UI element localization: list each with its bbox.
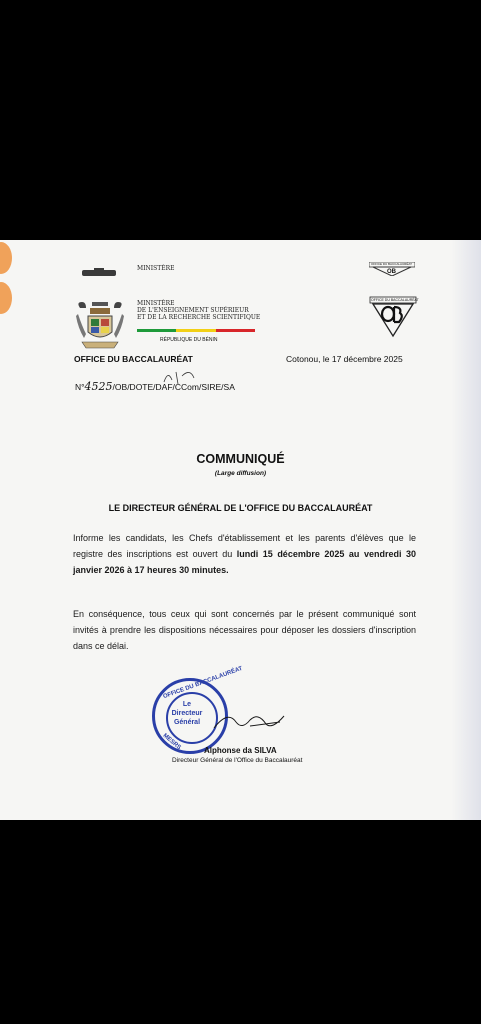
stamp-center-line2: Directeur — [171, 710, 203, 717]
coat-of-arms-small — [80, 264, 118, 273]
ministry-line1: MINISTÈRE — [137, 300, 175, 307]
reference-suffix: /OB/DOTE/DAF/CCom/SIRE/SA — [112, 382, 235, 392]
ob-emblem-icon — [369, 296, 417, 338]
orange-object — [0, 282, 12, 314]
republic-label: RÉPUBLIQUE DU BÉNIN — [160, 337, 218, 343]
paragraph-registration — [73, 530, 416, 578]
office-name: OFFICE DU BACCALAURÉAT — [74, 354, 193, 364]
registration-dates: lundi 15 décembre 2025 au vendredi 30 janvier 2026 à 17 heures 30 minutes. — [73, 549, 416, 575]
reference-handwritten-number: 4525 — [84, 380, 113, 393]
communique-subtitle: (Large diffusion) — [214, 470, 267, 477]
stamp-center-line3: Général — [173, 719, 201, 726]
ob-emblem-text-small: OFFICE DU BACCALAURÉAT — [371, 262, 412, 266]
stamp-ring-top: OFFICE DU BACCALAURÉAT — [162, 665, 244, 701]
reference-prefix: N° — [75, 382, 85, 392]
flag-bar — [137, 329, 255, 332]
issuer-heading: LE DIRECTEUR GÉNÉRAL DE L'OFFICE DU BACCALAURÉAT — [108, 503, 373, 513]
ministry-line3: ET DE LA RECHERCHE SCIENTIFIQUE — [137, 314, 261, 321]
ministry-short: MINISTÈRE — [137, 265, 175, 272]
page-shadow — [451, 240, 481, 820]
ministry-line2: DE L'ENSEIGNEMENT SUPÉRIEUR — [137, 307, 249, 314]
document-page — [0, 240, 481, 820]
orange-object — [0, 242, 12, 274]
paragraph-registration-text: Informe les candidats, les Chefs d'établissement et les parents d'élèves que le registre des inscriptions est ouvert du — [73, 533, 416, 559]
ob-emblem-text: OFFICE DU BACCALAURÉAT — [371, 298, 419, 302]
communique-title: COMMUNIQUÉ — [196, 452, 285, 466]
handwritten-signature — [210, 708, 290, 734]
signatory-title: Directeur Général de l'Office du Baccalauréat — [172, 757, 303, 764]
signatory-name: Alphonse da SILVA — [204, 746, 277, 755]
paragraph-consequence: En conséquence, tous ceux qui sont concernés par le présent communiqué sont invités à prendre les dispositions nécessaires pour déposer les dossiers d'inscription dans ce délai. — [73, 609, 416, 651]
stamp-ring-bottom: MESRS — [161, 732, 182, 752]
coat-of-arms-icon — [74, 300, 126, 350]
place-date: Cotonou, le 17 décembre 2025 — [286, 354, 403, 364]
reference-number — [75, 380, 235, 393]
handwritten-scribble — [160, 366, 200, 388]
stamp-center-line1: Le — [182, 701, 192, 708]
svg-text:OB: OB — [387, 269, 396, 275]
